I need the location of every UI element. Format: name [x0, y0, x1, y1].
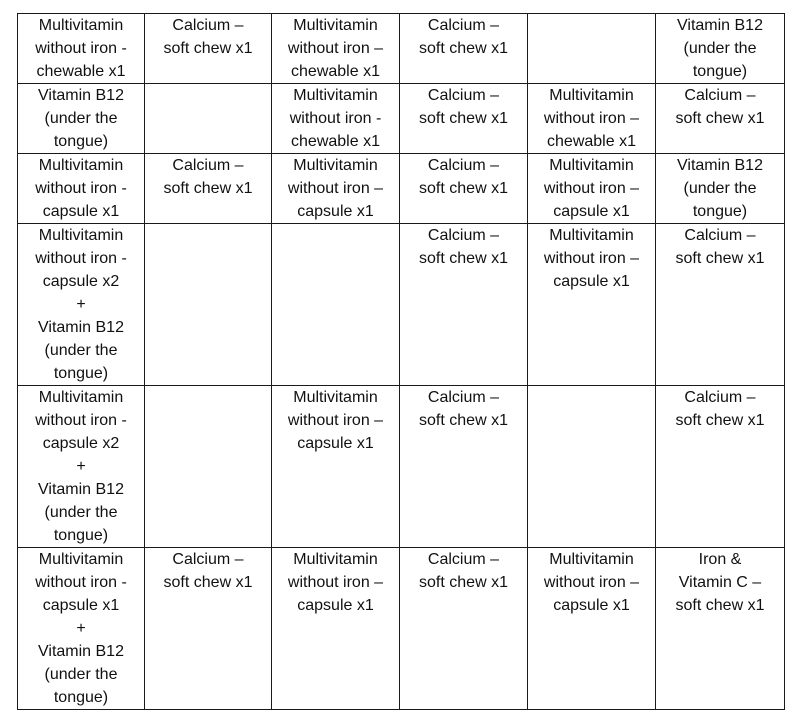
- table-row: [18, 14, 785, 84]
- table-cell: Calcium – soft chew x1: [400, 548, 528, 710]
- table-cell: [528, 386, 656, 548]
- table-cell: Multivitamin without iron - chewable x1: [18, 14, 145, 84]
- table-cell: Iron & Vitamin C – soft chew x1: [656, 548, 785, 710]
- table-cell: Multivitamin without iron - capsule x1: [18, 154, 145, 224]
- table-cell: Calcium – soft chew x1: [400, 386, 528, 548]
- table-cell: Calcium – soft chew x1: [400, 14, 528, 84]
- table-cell: Vitamin B12 (under the tongue): [18, 84, 145, 154]
- table-cell: Vitamin B12 (under the tongue): [656, 154, 785, 224]
- table-cell: Calcium – soft chew x1: [145, 548, 272, 710]
- table-cell: Multivitamin without iron – chewable x1: [528, 84, 656, 154]
- table-row: [18, 386, 785, 548]
- table-cell: Calcium – soft chew x1: [656, 84, 785, 154]
- table-cell: Multivitamin without iron – capsule x1: [528, 154, 656, 224]
- table-cell: Calcium – soft chew x1: [400, 154, 528, 224]
- table-cell: [528, 14, 656, 84]
- table-cell: Multivitamin without iron – capsule x1: [528, 224, 656, 386]
- table-cell: Calcium – soft chew x1: [145, 14, 272, 84]
- table-row: [18, 154, 785, 224]
- supplement-schedule-table: [17, 13, 785, 710]
- table-cell: Multivitamin without iron – capsule x1: [272, 154, 400, 224]
- table-cell: Multivitamin without iron - capsule x2 + Vitamin B12 (under the tongue): [18, 386, 145, 548]
- table-cell: Calcium – soft chew x1: [656, 386, 785, 548]
- table-cell: [145, 84, 272, 154]
- table-cell: Multivitamin without iron – capsule x1: [272, 386, 400, 548]
- table-cell: Vitamin B12 (under the tongue): [656, 14, 785, 84]
- table-cell: Multivitamin without iron – capsule x1: [272, 548, 400, 710]
- table-row: [18, 84, 785, 154]
- table-cell: [145, 386, 272, 548]
- table-cell: Multivitamin without iron - capsule x2 + Vitamin B12 (under the tongue): [18, 224, 145, 386]
- table-cell: Multivitamin without iron - capsule x1 + Vitamin B12 (under the tongue): [18, 548, 145, 710]
- table-cell: Multivitamin without iron – capsule x1: [528, 548, 656, 710]
- table-cell: [145, 224, 272, 386]
- table-cell: Multivitamin without iron – chewable x1: [272, 14, 400, 84]
- table-cell: Calcium – soft chew x1: [400, 84, 528, 154]
- table-cell: Calcium – soft chew x1: [656, 224, 785, 386]
- table-cell: Calcium – soft chew x1: [145, 154, 272, 224]
- table-row: [18, 548, 785, 710]
- table-cell: [272, 224, 400, 386]
- table-row: [18, 224, 785, 386]
- table-cell: Multivitamin without iron - chewable x1: [272, 84, 400, 154]
- table-cell: Calcium – soft chew x1: [400, 224, 528, 386]
